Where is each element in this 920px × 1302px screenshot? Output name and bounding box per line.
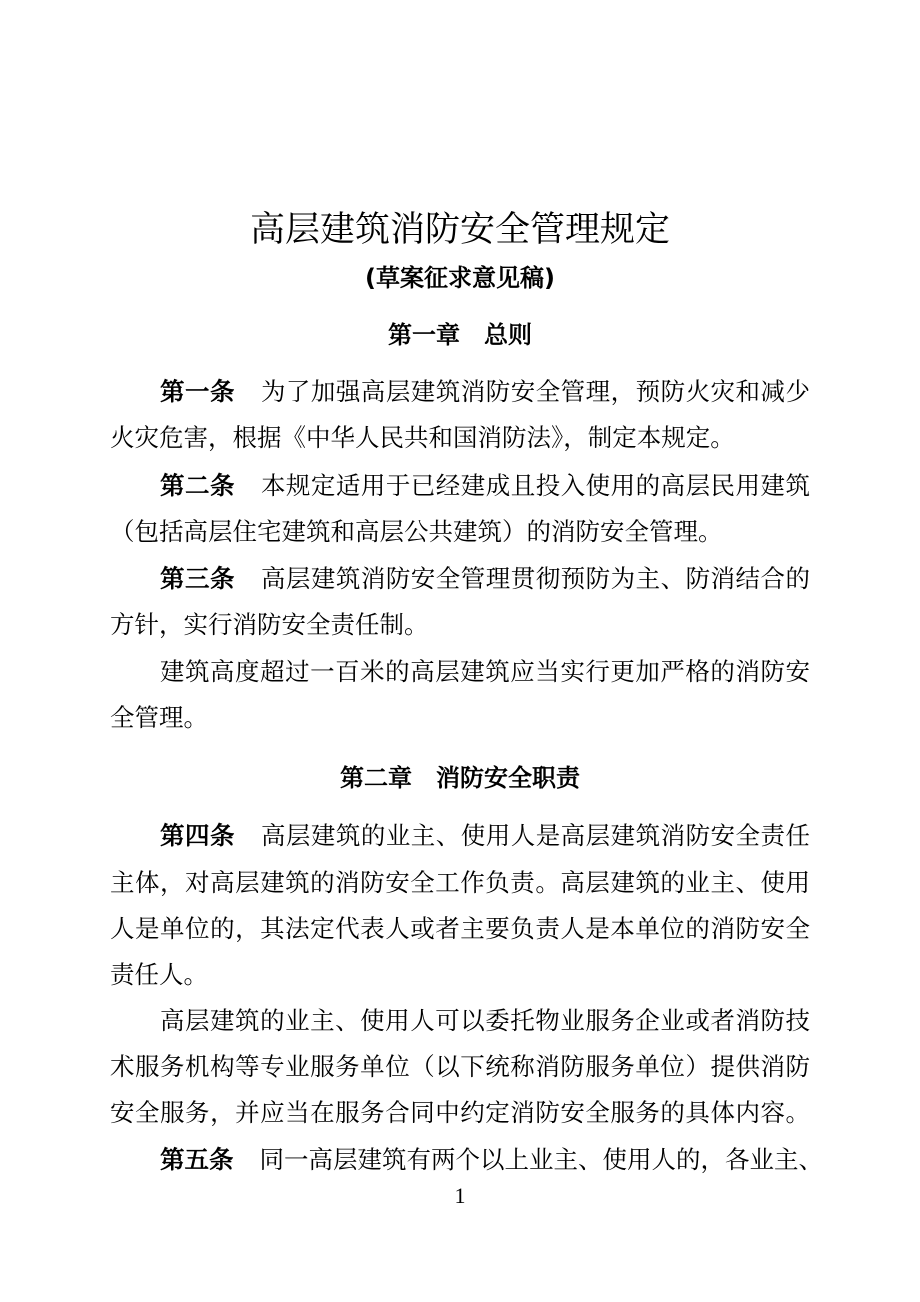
- chapter-number: 第一章: [388, 321, 460, 349]
- article-2-line-2: （包括高层住宅建筑和高层公共建筑）的消防安全管理。: [110, 517, 723, 546]
- article-1-line-1: [160, 369, 810, 415]
- article-label: 第三条: [160, 564, 235, 593]
- article-label: 第二条: [160, 471, 235, 500]
- article-2-line-1: [160, 463, 810, 509]
- article-5-line-1: [160, 1137, 823, 1183]
- page-number: 1: [454, 1183, 466, 1208]
- document-subtitle: (草案征求意见稿): [365, 264, 555, 292]
- paragraph-text: 高层建筑消防安全管理贯彻预防为主、防消结合的: [260, 564, 810, 593]
- paragraph-text: 本规定适用于已经建成且投入使用的高层民用建筑: [260, 471, 810, 500]
- document-title: 高层建筑消防安全管理规定: [249, 210, 670, 250]
- article-3-line-1: [160, 556, 810, 602]
- article-label: 第四条: [160, 821, 235, 850]
- article-4-line-4: 责任人。: [110, 960, 208, 989]
- paragraph-3b-line-1: 建筑高度超过一百米的高层建筑应当实行更加严格的消防安: [160, 657, 810, 686]
- article-3-line-2: 方针，实行消防安全责任制。: [110, 610, 429, 639]
- article-label: 第五条: [160, 1145, 234, 1174]
- paragraph-text: 同一高层建筑有两个以上业主、使用人的，各业主、: [259, 1145, 823, 1174]
- article-1-line-2: 火灾危害，根据《中华人民共和国消防法》，制定本规定。: [110, 423, 735, 452]
- paragraph-text: 为了加强高层建筑消防安全管理，预防火灾和减少: [260, 377, 810, 406]
- chapter-heading-1: [0, 315, 920, 355]
- chapter-heading-2: [0, 758, 920, 798]
- chapter-name: 消防安全职责: [436, 764, 580, 792]
- article-label: 第一条: [160, 377, 235, 406]
- article-4-line-1: [160, 813, 810, 859]
- article-4-line-2: 主体，对高层建筑的消防安全工作负责。高层建筑的业主、使用: [110, 868, 810, 897]
- chapter-number: 第二章: [340, 764, 412, 792]
- paragraph-4b-line-3: 安全服务，并应当在服务合同中约定消防安全服务的具体内容。: [110, 1098, 810, 1127]
- article-4-line-3: 人是单位的，其法定代表人或者主要负责人是本单位的消防安全: [110, 914, 810, 943]
- paragraph-4b-line-1: 高层建筑的业主、使用人可以委托物业服务企业或者消防技: [160, 1006, 810, 1035]
- paragraph-4b-line-2: 术服务机构等专业服务单位（以下统称消防服务单位）提供消防: [110, 1052, 810, 1081]
- paragraph-text: 高层建筑的业主、使用人是高层建筑消防安全责任: [260, 821, 810, 850]
- paragraph-3b-line-2: 全管理。: [110, 703, 208, 732]
- chapter-name: 总则: [484, 321, 532, 349]
